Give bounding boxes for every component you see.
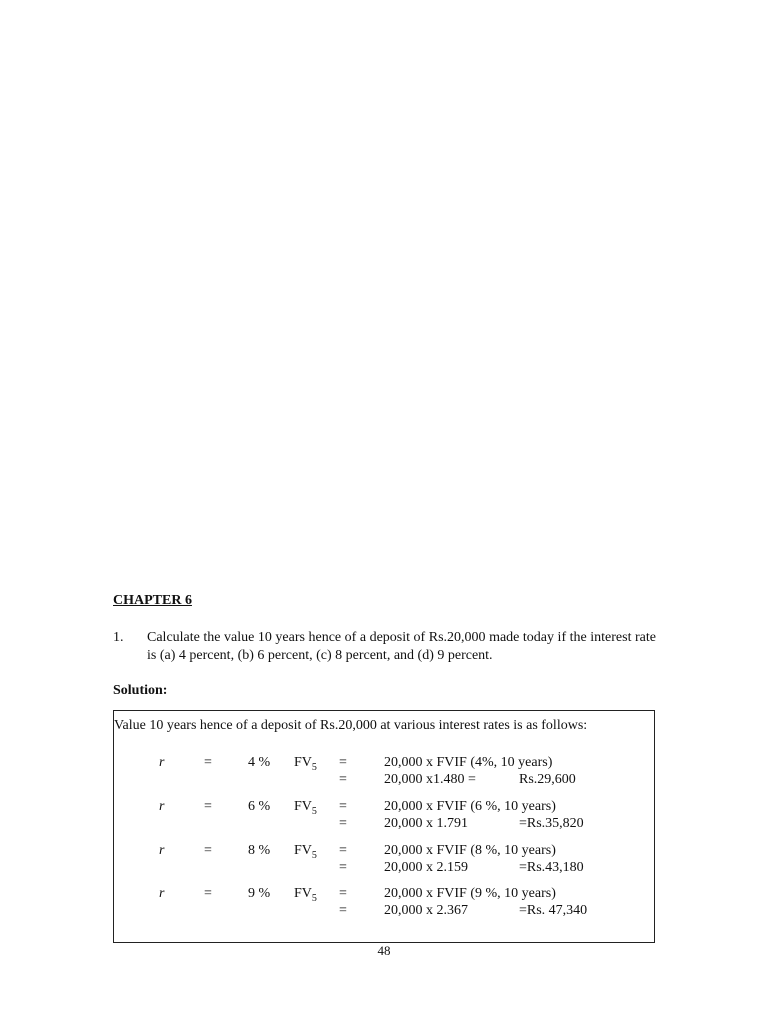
future-value-symbol: $FV_5$ bbox=[294, 755, 317, 773]
solution-box bbox=[113, 710, 655, 943]
equals-sign: = bbox=[339, 903, 347, 918]
calc-row-8-percent bbox=[114, 842, 654, 878]
result-value: Rs.29,600 bbox=[519, 772, 576, 787]
fvif-formula: 20,000 x FVIF (4%, 10 years) bbox=[384, 755, 553, 770]
equals-sign: = bbox=[339, 816, 347, 831]
result-value: =Rs. 47,340 bbox=[519, 903, 588, 918]
equals-sign: = bbox=[204, 755, 212, 770]
solution-label: Solution: bbox=[113, 683, 168, 698]
rate-variable: r bbox=[159, 886, 165, 901]
equals-sign: = bbox=[339, 886, 347, 901]
equals-sign: = bbox=[339, 860, 347, 875]
equals-sign: = bbox=[339, 843, 347, 858]
rate-value: 6 % bbox=[248, 799, 271, 814]
solution-intro: Value 10 years hence of a deposit of Rs.20,000 at various interest rates is as follows: bbox=[114, 718, 588, 733]
computation: 20,000 x 2.159 bbox=[384, 860, 468, 875]
chapter-heading: CHAPTER 6 bbox=[113, 593, 192, 608]
result-value: =Rs.43,180 bbox=[519, 860, 584, 875]
equals-sign: = bbox=[204, 886, 212, 901]
future-value-symbol: $FV_5$ bbox=[294, 886, 317, 904]
fvif-formula: 20,000 x FVIF (6 %, 10 years) bbox=[384, 799, 556, 814]
equals-sign: = bbox=[339, 772, 347, 787]
rate-variable: r bbox=[159, 755, 165, 770]
rate-value: 4 % bbox=[248, 755, 271, 770]
question-text: Calculate the value 10 years hence of a deposit of Rs.20,000 made today if the interest rate is (a) 4 percent, (b) 6 percent, (c) 8 percent, and (d) 9 percent. bbox=[147, 630, 656, 663]
calc-row-6-percent bbox=[114, 798, 654, 834]
fvif-formula: 20,000 x FVIF (8 %, 10 years) bbox=[384, 843, 556, 858]
calc-row-9-percent bbox=[114, 885, 654, 921]
fvif-formula: 20,000 x FVIF (9 %, 10 years) bbox=[384, 886, 556, 901]
equals-sign: = bbox=[339, 755, 347, 770]
equals-sign: = bbox=[339, 799, 347, 814]
equals-sign: = bbox=[204, 799, 212, 814]
page-number: 48 bbox=[377, 943, 391, 958]
rate-variable: r bbox=[159, 799, 165, 814]
computation: 20,000 x 1.791 bbox=[384, 816, 468, 831]
future-value-symbol: $FV_5$ bbox=[294, 843, 317, 861]
question-1 bbox=[113, 629, 656, 665]
calc-row-4-percent bbox=[114, 754, 654, 790]
rate-value: 9 % bbox=[248, 886, 271, 901]
equals-sign: = bbox=[204, 843, 212, 858]
rate-variable: r bbox=[159, 843, 165, 858]
future-value-symbol: $FV_5$ bbox=[294, 799, 317, 817]
rate-value: 8 % bbox=[248, 843, 271, 858]
computation: 20,000 x 2.367 bbox=[384, 903, 468, 918]
computation: 20,000 x1.480 = bbox=[384, 772, 476, 787]
result-value: =Rs.35,820 bbox=[519, 816, 584, 831]
question-number: 1. bbox=[113, 630, 124, 645]
